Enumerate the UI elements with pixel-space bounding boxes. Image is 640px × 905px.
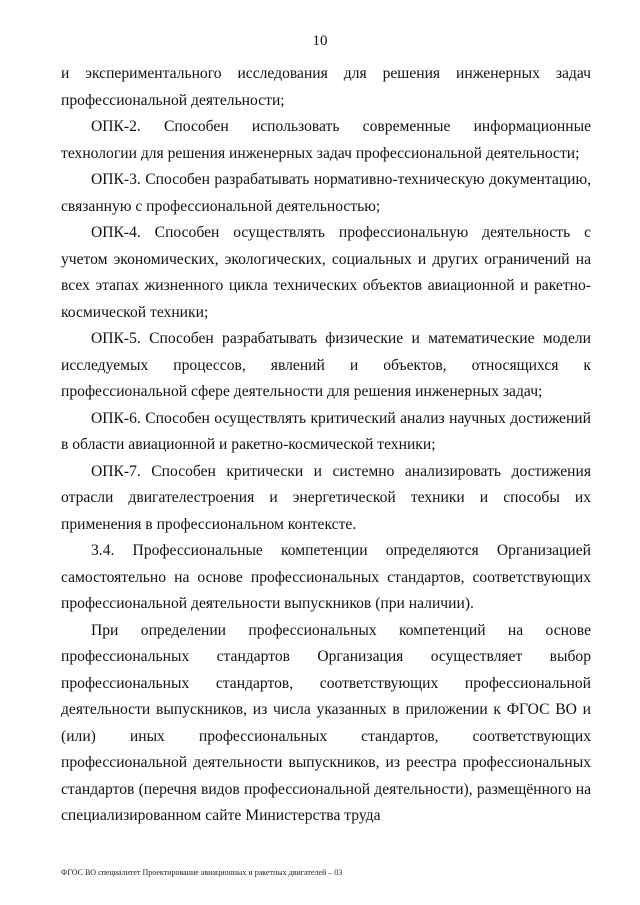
paragraph-opk-4: ОПК-4. Способен осуществлять профессиональную деятельность с учетом экономических, экологических, социальных и других ограничений на всех этапах жизненного цикла технических объектов авиационной и ракетно-космической техники;: [61, 224, 591, 321]
body-text: [61, 61, 591, 830]
paragraph-opk-5: ОПК-5. Способен разрабатывать физические и математические модели исследуемых процессов, явлений и объектов, относящихся к профессиональной сфере деятельности для решения инженерных задач;: [61, 330, 591, 400]
paragraph-section-3-4: 3.4. Профессиональные компетенции определяются Организацией самостоятельно на основе профессиональных стандартов, соответствующих профессиональной деятельности выпускников (при наличии).: [61, 542, 591, 612]
paragraph-opk-7: ОПК-7. Способен критически и системно анализировать достижения отрасли двигателестроения и энергетической техники и способы их применения в профессиональном контексте.: [61, 462, 591, 533]
page-footer: ФГОС ВО специалитет Проектирование авиационных и ракетных двигателей – 03: [61, 868, 343, 877]
paragraph: и экспериментального исследования для решения инженерных задач профессиональной деятельности;: [61, 65, 591, 109]
page-number: 10: [312, 33, 328, 49]
paragraph-opk-6: ОПК-6. Способен осуществлять критический анализ научных достижений в области авиационной и ракетно-космической техники;: [61, 409, 591, 453]
paragraph-opk-3: ОПК-3. Способен разрабатывать нормативно-техническую документацию, связанную с профессиональной деятельностью;: [61, 171, 591, 215]
paragraph-opk-2: ОПК-2. Способен использовать современные информационные технологии для решения инженерных задач профессиональной деятельности;: [61, 118, 591, 162]
paragraph-standards-selection: При определении профессиональных компетенций на основе профессиональных стандартов Организация осуществляет выбор профессиональных стандартов, соответствующих профессиональной деятельности выпускников, из числа указанных в приложении к ФГОС ВО и (или) иных профессиональных стандартов, соответствующих профессиональной деятельности выпускников, из реестра профессиональных стандартов (перечня видов профессиональной деятельности), размещённого на специализированном сайте Министерства труда: [61, 621, 591, 824]
